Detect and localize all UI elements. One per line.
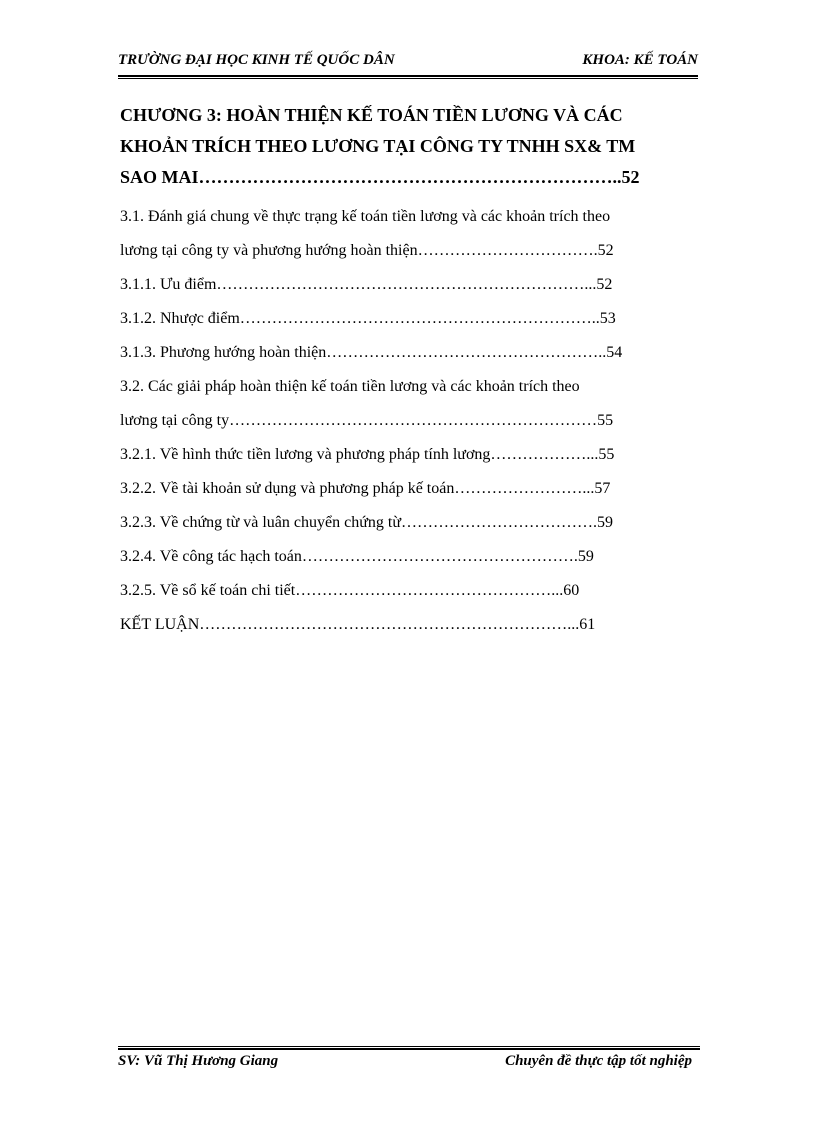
footer-rule xyxy=(118,1048,700,1050)
toc-line: KẾT LUẬN……………………………………………………………...61 xyxy=(120,616,596,633)
chapter-line-1: CHƯƠNG 3: HOÀN THIỆN KẾ TOÁN TIỀN LƯƠNG VÀ CÁC xyxy=(120,105,623,125)
chapter-line-3: SAO MAI……………………………………………………………..52 xyxy=(120,167,640,187)
header-rule xyxy=(118,75,698,77)
header-faculty: KHOA: KẾ TOÁN xyxy=(582,52,698,68)
toc-line: lương tại công ty……………………………………………………………55 xyxy=(120,412,614,429)
toc-line: 3.1.1. Ưu điểm……………………………………………………………...52 xyxy=(120,276,613,293)
toc-line: 3.2.5. Về sổ kế toán chi tiết…………………………………………...60 xyxy=(120,582,580,599)
header-rule-thin xyxy=(118,78,698,79)
toc-line: 3.2.4. Về công tác hạch toán…………………………………………….59 xyxy=(120,548,594,565)
header-university: TRƯỜNG ĐẠI HỌC KINH TẾ QUỐC DÂN xyxy=(118,52,395,68)
toc-line: 3.2. Các giải pháp hoàn thiện kế toán tiền lương và các khoản trích theo xyxy=(120,378,580,395)
chapter-line-2: KHOẢN TRÍCH THEO LƯƠNG TẠI CÔNG TY TNHH SX& TM xyxy=(120,136,636,156)
toc-line: 3.1.3. Phương hướng hoàn thiện……………………………………………..54 xyxy=(120,344,623,361)
footer-title: Chuyên đề thực tập tốt nghiệp xyxy=(505,1053,692,1069)
footer-rule-thin xyxy=(118,1046,700,1047)
chapter-heading xyxy=(120,100,698,193)
toc-line: 3.2.1. Về hình thức tiền lương và phương pháp tính lương………………...55 xyxy=(120,446,615,463)
toc-line: 3.1.2. Nhược điểm…………………………………………………………..53 xyxy=(120,310,616,327)
toc-line: 3.2.2. Về tài khoản sử dụng và phương pháp kế toán……………………...57 xyxy=(120,480,611,497)
page-header xyxy=(118,52,698,74)
toc-line: 3.1. Đánh giá chung về thực trạng kế toán tiền lương và các khoản trích theo xyxy=(120,208,611,225)
toc-line: lương tại công ty và phương hướng hoàn thiện…………………………….52 xyxy=(120,242,614,259)
page-footer xyxy=(118,1053,692,1075)
table-of-contents xyxy=(120,200,698,642)
toc-line: 3.2.3. Về chứng từ và luân chuyển chứng từ……………………………….59 xyxy=(120,514,613,531)
footer-student: SV: Vũ Thị Hương Giang xyxy=(118,1053,279,1069)
